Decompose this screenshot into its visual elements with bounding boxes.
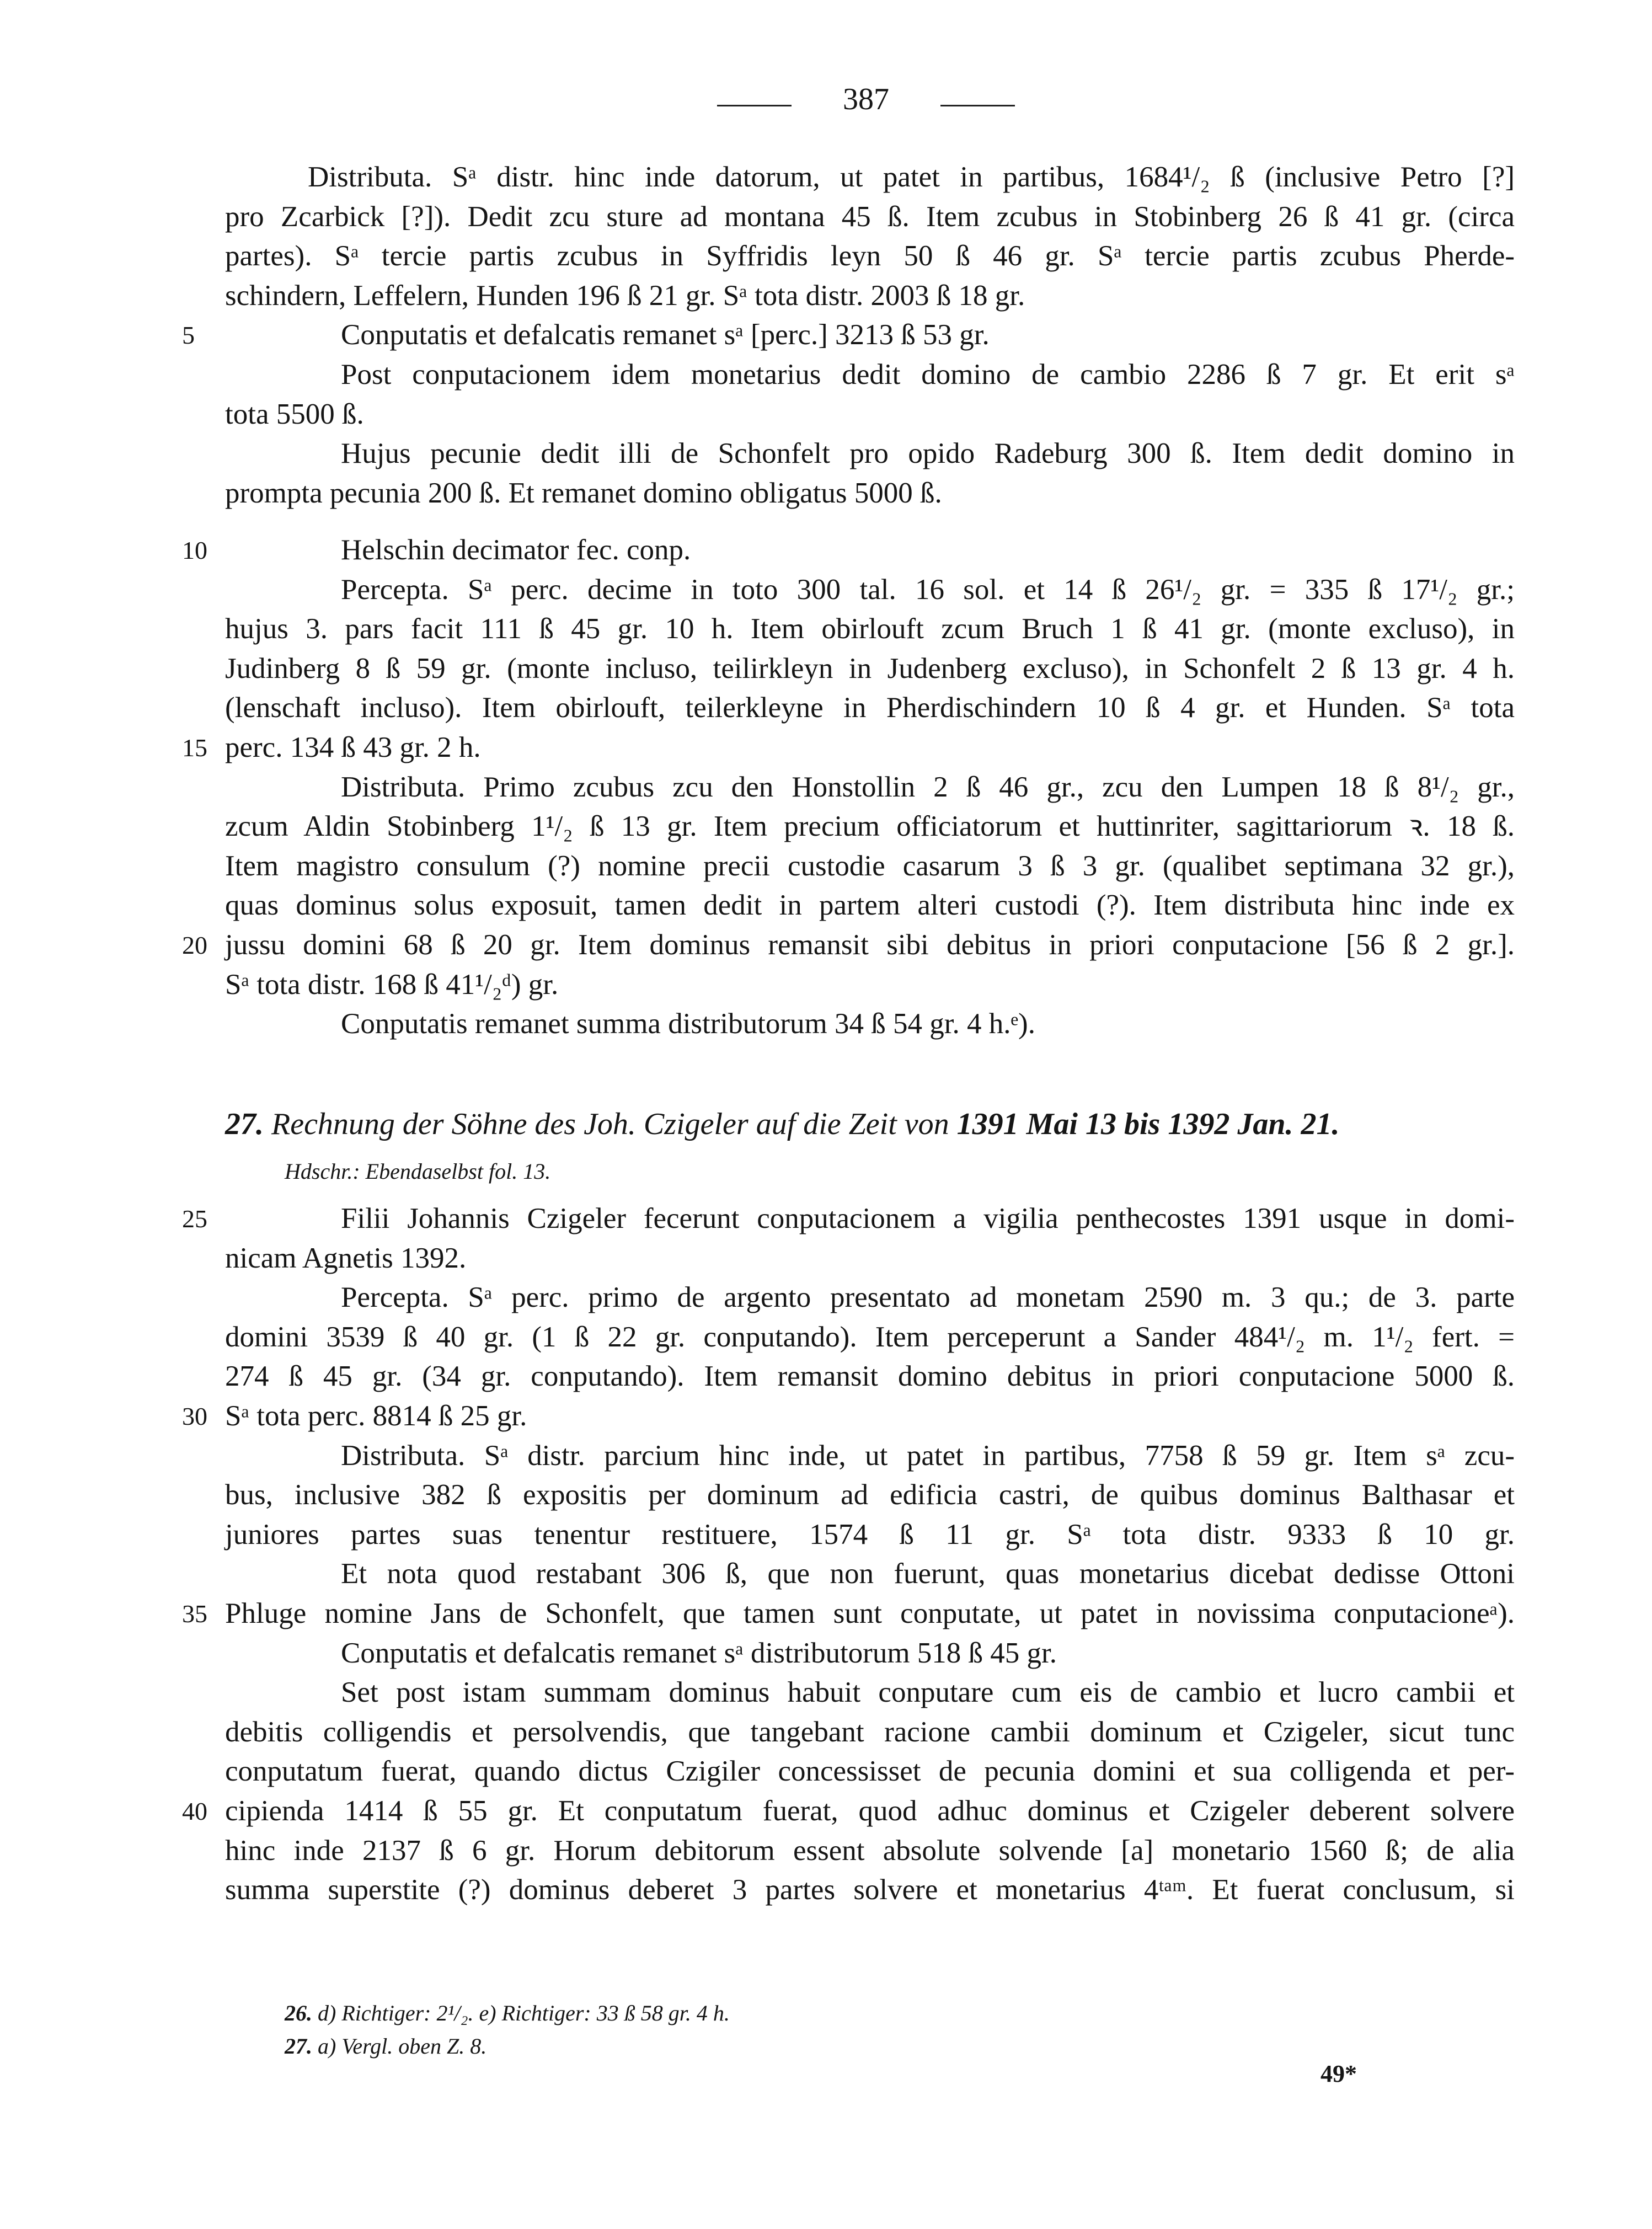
section-26-text-continued (225, 531, 1515, 1044)
text-line: nicam Agnetis 1392. (225, 1242, 467, 1274)
text-line: (lenschaft incluso). Item obirlouft, teilerkleyne in Pherdischindern 10 ß 4 gr. et Hunden. Sᵃ tota (225, 692, 1515, 724)
section-26-text (225, 158, 1515, 513)
text-line: Conputatis et defalcatis remanet sᵃ [perc.] 3213 ß 53 gr. (341, 319, 990, 351)
text-line: Conputatis et defalcatis remanet sᵃ distributorum 518 ß 45 gr. (341, 1637, 1057, 1669)
text-line: Distributa. Primo zcubus zcu den Honstollin 2 ß 46 gr., zcu den Lumpen 18 ß 8¹/₂ gr., (341, 771, 1515, 803)
footnote-number: 26. (285, 2001, 312, 2025)
text-line: cipienda 1414 ß 55 gr. Et conputatum fuerat, quod adhuc dominus et Czigeler deberent solvere (225, 1794, 1515, 1827)
line-number: 40 (182, 1797, 207, 1825)
text-line: Conputatis remanet summa distributorum 34 ß 54 gr. 4 h.ᵉ). (341, 1008, 1035, 1040)
text-line: Sᵃ tota distr. 168 ß 41¹/₂ᵈ) gr. (225, 968, 559, 1001)
footnote-text: a) Vergl. oben Z. 8. (318, 2034, 487, 2059)
header-rule-right (940, 105, 1015, 106)
section-27-text (225, 1199, 1515, 1910)
text-line: conputatum fuerat, quando dictus Czigiler concessisset de pecunia domini et sua colligenda et per- (225, 1755, 1515, 1788)
text-line: quas dominus solus exposuit, tamen dedit in partem alteri custodi (?). Item distributa hinc inde ex (225, 889, 1515, 922)
text-line: bus, inclusive 382 ß expositis per dominum ad edificia castri, de quibus dominus Balthasar et (225, 1479, 1515, 1511)
document-heading (225, 1102, 1515, 1146)
text-line: schindern, Leffelern, Hunden 196 ß 21 gr. Sᵃ tota distr. 2003 ß 18 gr. (225, 279, 1025, 312)
footnote-text: d) Richtiger: 2¹/₂. e) Richtiger: 33 ß 58 gr. 4 h. (318, 2001, 730, 2025)
page-number: 387 (843, 82, 889, 116)
document-date: 1391 Mai 13 bis 1392 Jan. 21. (956, 1107, 1340, 1141)
text-line: jussu domini 68 ß 20 gr. Item dominus remansit sibi debitus in priori conputacione [56 ß 2 gr.]. (225, 928, 1515, 961)
line-number: 30 (182, 1402, 207, 1430)
text-line: domini 3539 ß 40 gr. (1 ß 22 gr. conputando). Item perceperunt a Sander 484¹/₂ m. 1¹/₂ fert. = (225, 1321, 1515, 1353)
text-line: Percepta. Sᵃ perc. decime in toto 300 tal. 16 sol. et 14 ß 26¹/₂ gr. = 335 ß 17¹/₂ gr.; (341, 573, 1515, 606)
footnote-number: 27. (285, 2034, 312, 2059)
line-number: 10 (182, 536, 207, 564)
document-number: 27. (225, 1107, 264, 1141)
footnotes (285, 1997, 730, 2063)
text-line: Filii Johannis Czigeler fecerunt conputacionem a vigilia penthecostes 1391 usque in domi- (341, 1202, 1515, 1234)
text-line: perc. 134 ß 43 gr. 2 h. (225, 731, 481, 763)
text-line: Percepta. Sᵃ perc. primo de argento presentato ad monetam 2590 m. 3 qu.; de 3. parte (341, 1281, 1515, 1314)
text-line: Hujus pecunie dedit illi de Schonfelt pro opido Radeburg 300 ß. Item dedit domino in (341, 437, 1515, 470)
text-line: Post conputacionem idem monetarius dedit domino de cambio 2286 ß 7 gr. Et erit sᵃ (341, 358, 1515, 391)
text-line: hujus 3. pars facit 111 ß 45 gr. 10 h. Item obirlouft zcum Bruch 1 ß 41 gr. (monte excluso), in (225, 613, 1515, 645)
text-line: tota 5500 ß. (225, 398, 364, 430)
text-line: debitis colligendis et persolvendis, que tangebant racione cambii dominum et Czigeler, sicut tunc (225, 1715, 1515, 1748)
line-number: 20 (182, 931, 207, 959)
source-note: Hdschr.: Ebendaselbst fol. 13. (285, 1159, 551, 1184)
text-line: 274 ß 45 gr. (34 gr. conputando). Item remansit domino debitus in priori conputacione 5000 ß. (225, 1360, 1515, 1393)
text-line: pro Zcarbick [?]). Dedit zcu sture ad montana 45 ß. Item zcubus in Stobinberg 26 ß 41 gr. (circa (225, 200, 1515, 233)
footnote-27 (285, 2030, 730, 2063)
printer-signature: 49* (1320, 2060, 1357, 2087)
text-line: Distributa. Sᵃ distr. hinc inde datorum, ut patet in partibus, 1684¹/₂ ß (inclusive Petro [?] (308, 161, 1515, 193)
line-number: 5 (182, 321, 195, 349)
text-line: Et nota quod restabant 306 ß, que non fuerunt, quas monetarius dicebat dedisse Ottoni (341, 1558, 1515, 1590)
text-line: Phluge nomine Jans de Schonfelt, que tamen sunt conputate, ut patet in novissima conputacioneᵃ). (225, 1597, 1515, 1629)
text-line: hinc inde 2137 ß 6 gr. Horum debitorum essent absolute solvende [a] monetario 1560 ß; de alia (225, 1834, 1515, 1867)
text-line: Set post istam summam dominus habuit conputare cum eis de cambio et lucro cambii et (341, 1676, 1515, 1709)
line-number: 35 (182, 1600, 207, 1628)
text-line: zcum Aldin Stobinberg 1¹/₂ ß 13 gr. Item precium officiatorum et huttinriter, sagittariorum ꝛ. 18 ß. (225, 810, 1515, 843)
text-line: Helschin decimator fec. conp. (341, 534, 691, 566)
text-line: Judinberg 8 ß 59 gr. (monte incluso, teilirkleyn in Judenberg excluso), in Schonfelt 2 ß 13 gr. 4 h. (225, 652, 1515, 685)
text-line: Sᵃ tota perc. 8814 ß 25 gr. (225, 1399, 527, 1432)
text-line: summa superstite (?) dominus deberet 3 partes solvere et monetarius 4ᵗᵃᵐ. Et fuerat conclusum, si (225, 1874, 1515, 1906)
line-number: 25 (182, 1205, 207, 1233)
text-line: juniores partes suas tenentur restituere, 1574 ß 11 gr. Sᵃ tota distr. 9333 ß 10 gr. (225, 1518, 1515, 1551)
text-line: Distributa. Sᵃ distr. parcium hinc inde, ut patet in partibus, 7758 ß 59 gr. Item sᵃ zcu- (341, 1439, 1515, 1472)
footnote-26 (285, 1997, 730, 2030)
document-title: Rechnung der Söhne des Joh. Czigeler auf die Zeit von (271, 1107, 949, 1141)
line-number: 15 (182, 734, 207, 762)
text-line: partes). Sᵃ tercie partis zcubus in Syffridis leyn 50 ß 46 gr. Sᵃ tercie partis zcubus Pherde- (225, 240, 1515, 272)
text-line: Item magistro consulum (?) nomine precii custodie casarum 3 ß 3 gr. (qualibet septimana 32 gr.), (225, 849, 1515, 882)
text-line: prompta pecunia 200 ß. Et remanet domino obligatus 5000 ß. (225, 477, 942, 509)
page-header (717, 82, 1015, 131)
